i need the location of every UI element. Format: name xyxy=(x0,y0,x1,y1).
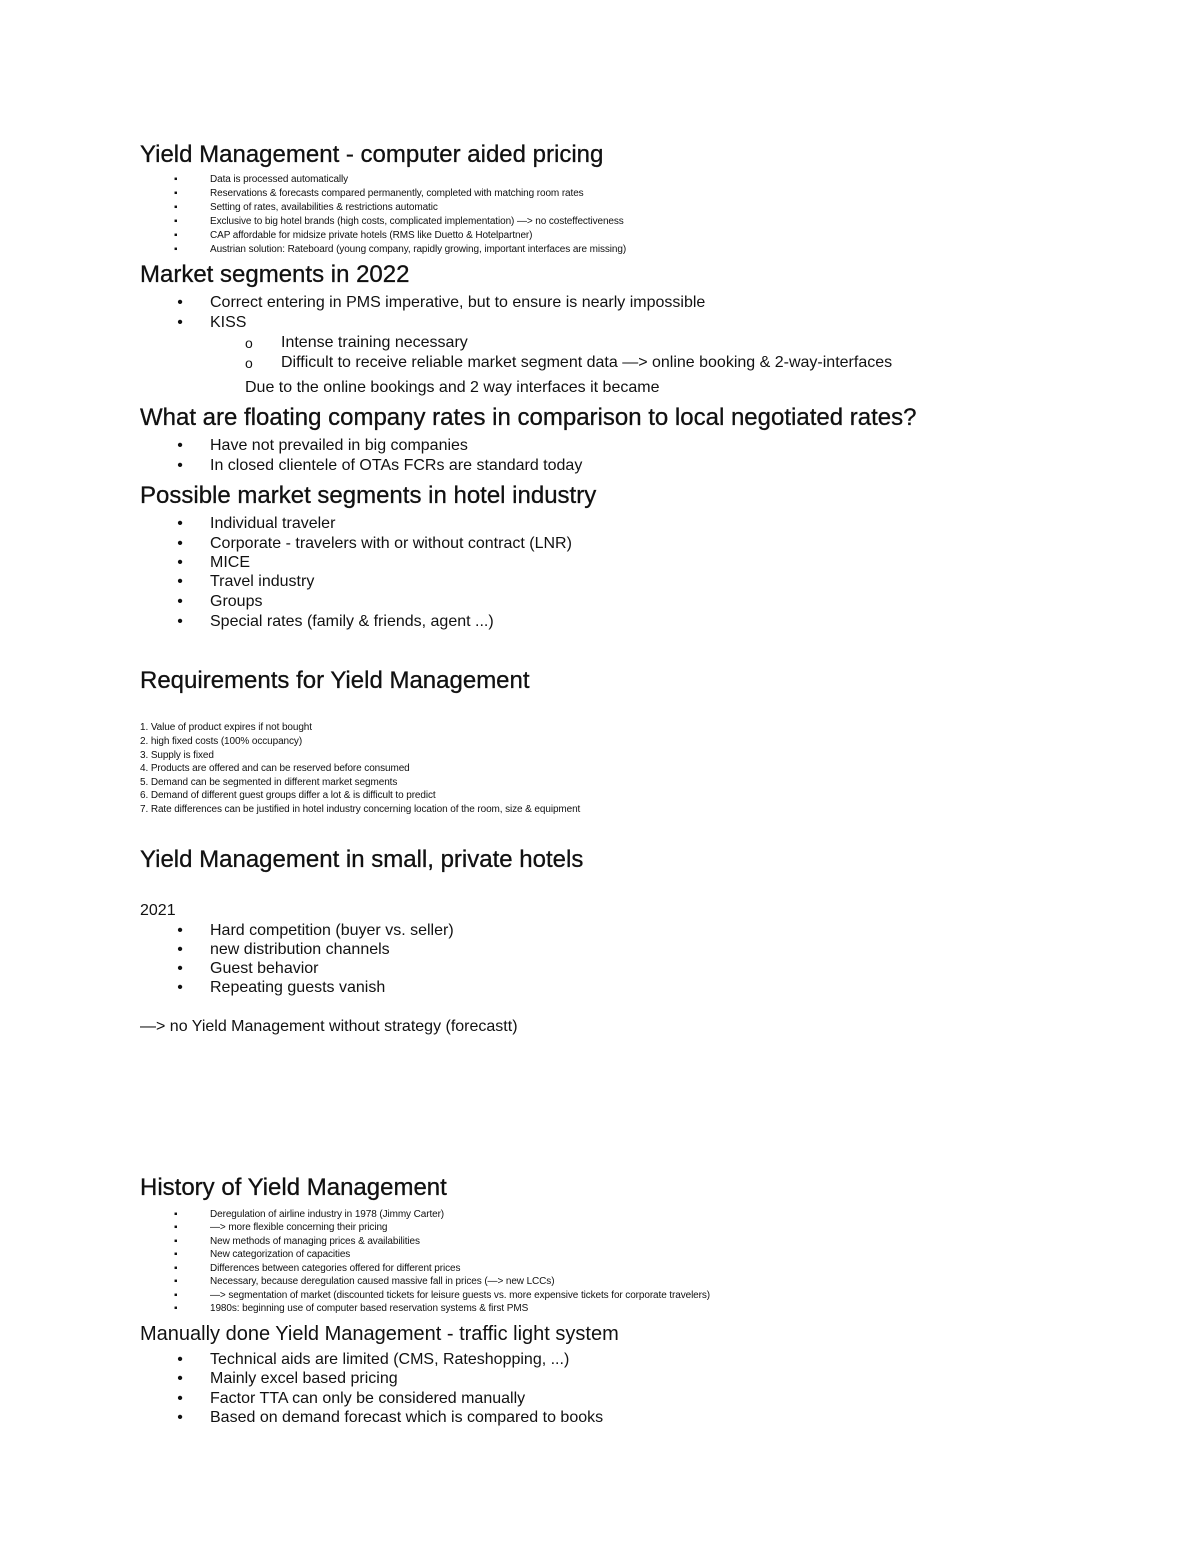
bullet-icon: • xyxy=(177,554,183,571)
heading-market-2022: Market segments in 2022 xyxy=(140,261,410,288)
list-item: • Corporate - travelers with or without contract (LNR) xyxy=(210,534,572,554)
bullet-icon: • xyxy=(177,437,183,454)
bullet-icon: • xyxy=(177,1409,183,1426)
list-item: • Special rates (family & friends, agent ...) xyxy=(210,612,494,632)
heading-possible-segments: Possible market segments in hotel industry xyxy=(140,482,597,509)
list-item: ▪ Exclusive to big hotel brands (high costs, complicated implementation) —> no costeffectiveness xyxy=(174,216,624,227)
bullet-icon: • xyxy=(177,1390,183,1407)
list-item: • Technical aids are limited (CMS, Rateshopping, ...) xyxy=(210,1350,569,1370)
list-item: • Factor TTA can only be considered manually xyxy=(210,1389,525,1409)
numbered-item: 3. Supply is fixed xyxy=(140,750,214,761)
list-item: • Hard competition (buyer vs. seller) xyxy=(210,921,454,941)
numbered-item: 6. Demand of different guest groups differ a lot & is difficult to predict xyxy=(140,790,436,801)
numbered-item: 2. high fixed costs (100% occupancy) xyxy=(140,736,303,747)
list-item: • Guest behavior xyxy=(210,959,319,979)
bullet-icon: ▪ xyxy=(174,230,178,241)
sub-list-item: o Difficult to receive reliable market segment data —> online booking & 2-way-interfaces xyxy=(245,354,893,371)
bullet-icon: ▪ xyxy=(174,1290,178,1301)
numbered-item: 4. Products are offered and can be reserved before consumed xyxy=(140,763,410,774)
bullet-icon: ▪ xyxy=(174,1249,178,1260)
heading-history: History of Yield Management xyxy=(140,1174,447,1201)
numbered-item: 5. Demand can be segmented in different market segments xyxy=(140,777,398,788)
list-item: ▪ 1980s: beginning use of computer based reservation systems & first PMS xyxy=(174,1303,529,1314)
heading-yield-computer: Yield Management - computer aided pricing xyxy=(140,141,604,168)
list-item: ▪ Necessary, because deregulation caused massive fall in prices (—> new LCCs) xyxy=(174,1276,555,1287)
list-item: • Based on demand forecast which is compared to books xyxy=(210,1408,603,1428)
list-item: ▪ Data is processed automatically xyxy=(174,174,349,185)
list-item: ▪ Reservations & forecasts compared permanently, completed with matching room rates xyxy=(174,188,584,199)
list-item: • Have not prevailed in big companies xyxy=(210,436,468,456)
bullet-icon: ▪ xyxy=(174,1263,178,1274)
bullet-icon: • xyxy=(177,515,183,532)
list-item: • Groups xyxy=(210,592,262,612)
bullet-icon: ▪ xyxy=(174,1236,178,1247)
note-text: Due to the online bookings and 2 way interfaces it became xyxy=(245,379,660,396)
list-item: • Repeating guests vanish xyxy=(210,978,385,998)
list-item: • MICE xyxy=(210,553,250,573)
heading-small-hotels: Yield Management in small, private hotels xyxy=(140,846,584,873)
sub-list-item: o Intense training necessary xyxy=(245,334,468,351)
bullet-icon: • xyxy=(177,457,183,474)
bullet-icon: • xyxy=(177,941,183,958)
bullet-icon: • xyxy=(177,294,183,311)
heading-requirements: Requirements for Yield Management xyxy=(140,667,530,694)
list-item: • KISS xyxy=(210,313,246,333)
conclusion-text: —> no Yield Management without strategy (forecastt) xyxy=(140,1018,518,1035)
list-item: • Correct entering in PMS imperative, but to ensure is nearly impossible xyxy=(210,293,705,313)
numbered-item: 1. Value of product expires if not bought xyxy=(140,722,312,733)
list-item: • new distribution channels xyxy=(210,940,390,960)
bullet-icon: • xyxy=(177,573,183,590)
numbered-item: 7. Rate differences can be justified in hotel industry concerning location of the room, size & equipment xyxy=(140,804,581,815)
bullet-icon: ▪ xyxy=(174,1209,178,1220)
bullet-icon: • xyxy=(177,613,183,630)
year-label: 2021 xyxy=(140,902,176,919)
bullet-icon: ▪ xyxy=(174,244,178,255)
list-item: ▪ New methods of managing prices & availabilities xyxy=(174,1236,420,1247)
list-item: ▪ —> segmentation of market (discounted tickets for leisure guests vs. more expensive tickets for corporate travelers) xyxy=(174,1290,711,1301)
list-item: ▪ New categorization of capacities xyxy=(174,1249,351,1260)
list-item: • Individual traveler xyxy=(210,514,335,534)
bullet-icon: • xyxy=(177,979,183,996)
list-item: • Mainly excel based pricing xyxy=(210,1369,398,1389)
bullet-icon: • xyxy=(177,314,183,331)
bullet-icon: o xyxy=(245,355,253,371)
bullet-icon: • xyxy=(177,1370,183,1387)
list-item: • In closed clientele of OTAs FCRs are standard today xyxy=(210,456,582,476)
bullet-icon: • xyxy=(177,922,183,939)
bullet-icon: ▪ xyxy=(174,174,178,185)
list-item: ▪ Differences between categories offered for different prices xyxy=(174,1263,461,1274)
bullet-icon: ▪ xyxy=(174,202,178,213)
heading-floating-rates: What are floating company rates in comparison to local negotiated rates? xyxy=(140,404,917,431)
list-item: ▪ CAP affordable for midsize private hotels (RMS like Duetto & Hotelpartner) xyxy=(174,230,533,241)
bullet-icon: ▪ xyxy=(174,216,178,227)
bullet-icon: ▪ xyxy=(174,1222,178,1233)
list-item: ▪ —> more flexible concerning their pricing xyxy=(174,1222,388,1233)
list-item: • Travel industry xyxy=(210,572,314,592)
heading-manual: Manually done Yield Management - traffic light system xyxy=(140,1323,619,1345)
list-item: ▪ Deregulation of airline industry in 1978 (Jimmy Carter) xyxy=(174,1209,445,1220)
bullet-icon: o xyxy=(245,335,253,351)
bullet-icon: ▪ xyxy=(174,1303,178,1314)
bullet-icon: ▪ xyxy=(174,188,178,199)
bullet-icon: • xyxy=(177,1351,183,1368)
bullet-icon: • xyxy=(177,960,183,977)
list-item: ▪ Austrian solution: Rateboard (young company, rapidly growing, important interfaces are missing) xyxy=(174,244,627,255)
bullet-icon: • xyxy=(177,593,183,610)
list-item: ▪ Setting of rates, availabilities & restrictions automatic xyxy=(174,202,438,213)
bullet-icon: ▪ xyxy=(174,1276,178,1287)
bullet-icon: • xyxy=(177,535,183,552)
